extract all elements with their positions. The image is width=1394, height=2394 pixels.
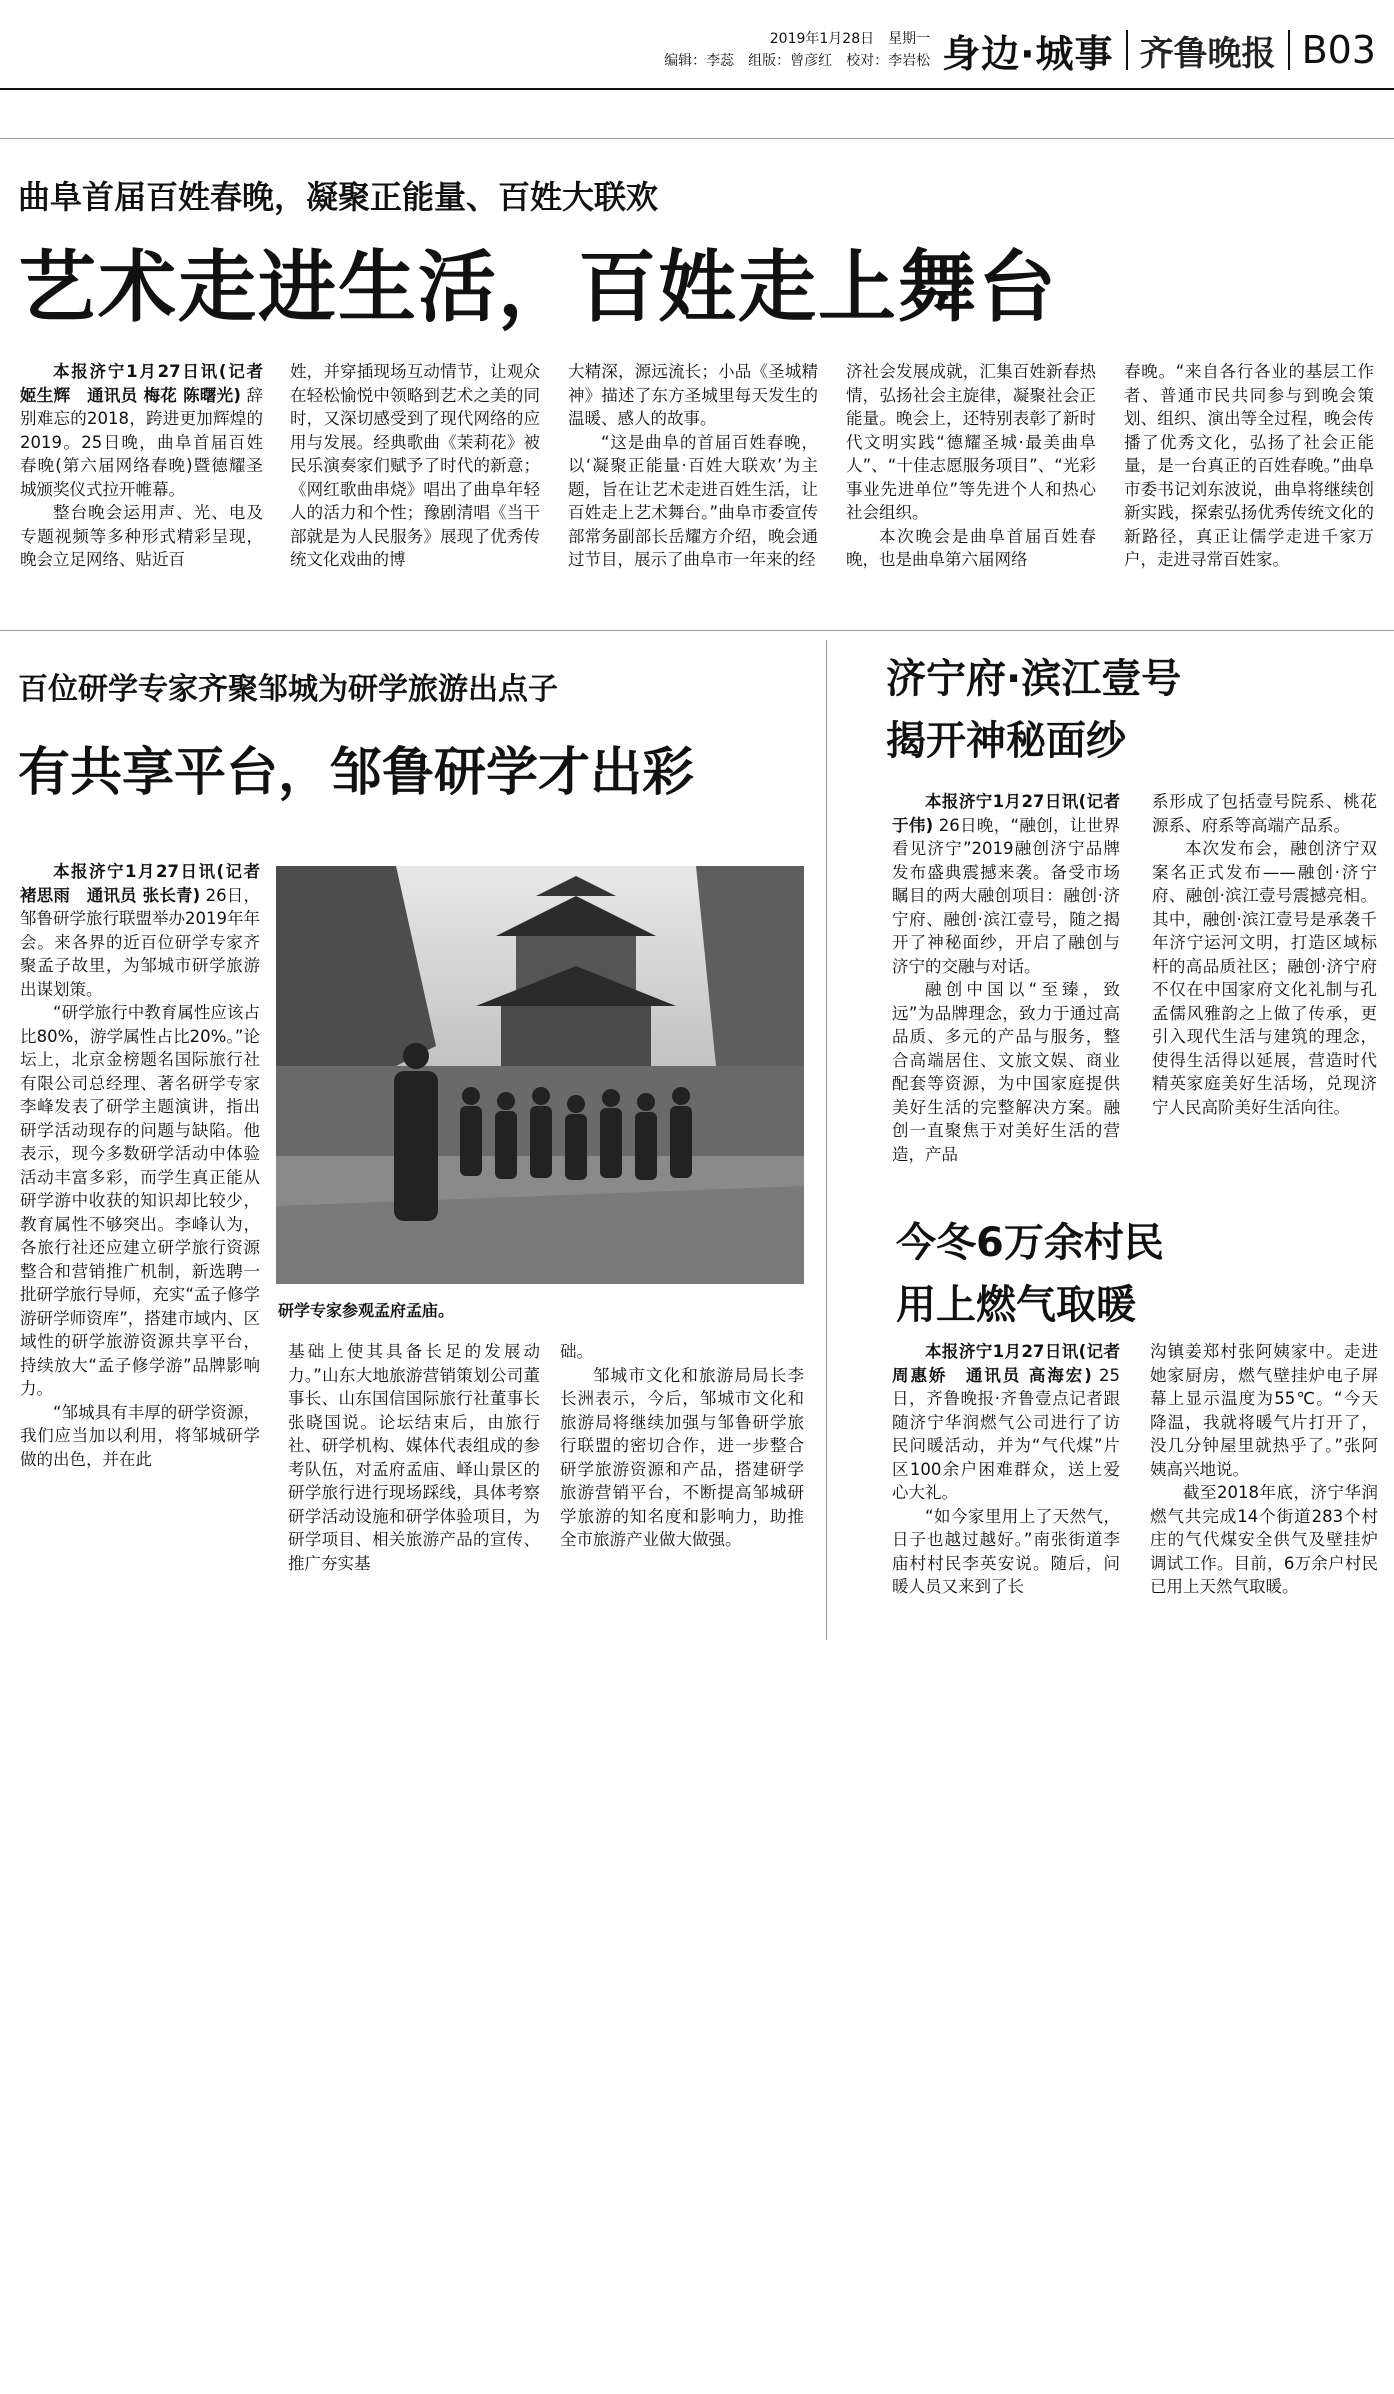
story3-col2 (1152, 790, 1377, 1119)
story3-col2-p1: 系形成了包括壹号院系、桃花源系、府系等高端产品系。 (1152, 792, 1377, 835)
story1-col4-p2: 本次晚会是曲阜首届百姓春晚，也是曲阜第六届网络 (846, 526, 1096, 569)
story1-col5 (1124, 360, 1374, 572)
story2-kicker: 百位研学专家齐聚邹城为研学旅游出点子 (18, 672, 558, 707)
story4-headline-line2: 用上燃气取暖 (896, 1282, 1136, 1328)
photo-illustration (276, 866, 804, 1284)
story3-headline-line2: 揭开神秘面纱 (886, 718, 1126, 764)
story1-col1-p2: 整台晚会运用声、光、电及专题视频等多种形式精彩呈现，晚会立足网络、贴近百 (20, 503, 263, 569)
story2-byline: 本报济宁1月27日讯(记者 褚思雨 通讯员 张长青) (20, 862, 260, 905)
story1-col1-text: 辞别难忘的2018，跨进更加辉煌的2019。25日晚，曲阜首届百姓春晚(第六届网络春晚)暨德耀圣城颁奖仪式拉开帷幕。 (20, 385, 263, 499)
story2-col3-p1: 础。 (560, 1342, 593, 1361)
story4-col2-p1: 沟镇姜郑村张阿姨家中。走进她家厨房，燃气壁挂炉电子屏幕上显示温度为55℃。“今天降温，我就将暖气片打开了，没几分钟屋里就热乎了。”张阿姨高兴地说。 (1150, 1342, 1378, 1479)
story1-col2-text: 姓，并穿插现场互动情节，让观众在轻松愉悦中领略到艺术之美的同时，又深切感受到了现代网络的应用与发展。经典歌曲《茉莉花》被民乐演奏家们赋予了时代的新意；《网红歌曲串烧》唱出了曲阜年轻人的活力和个性；豫剧清唱《当干部就是为人民服务》展现了优秀传统文化戏曲的博 (290, 362, 540, 569)
story1-col4-p1: 济社会发展成就，汇集百姓新春热情，弘扬社会主旋律，凝聚社会正能量。晚会上，还特别表彰了新时代文明实践“德耀圣城·最美曲阜人”、“十佳志愿服务项目”、“光彩事业先进单位”等先进个人和热心社会组织。 (846, 362, 1096, 522)
page-number: B03 (1301, 28, 1376, 72)
story3-headline-line1: 济宁府·滨江壹号 (886, 656, 1182, 702)
story3-col1 (892, 790, 1120, 1166)
story4-byline: 本报济宁1月27日讯(记者 周惠娇 通讯员 高海宏) (892, 1342, 1120, 1385)
story1-col3 (568, 360, 818, 572)
story2-col1 (20, 860, 260, 1471)
editors-line: 编辑：李蕊 组版：曾彦红 校对：李岩松 (664, 53, 931, 69)
story1-byline: 本报济宁1月27日讯(记者 姬生辉 通讯员 梅花 陈曙光) (20, 362, 263, 405)
story1-col1 (20, 360, 263, 572)
masthead-meta (664, 28, 930, 72)
story4-col2-p2: 截至2018年底，济宁华润燃气共完成14个街道283个村庄的气代煤安全供气及壁挂炉调试工作。目前，6万余户村民已用上天然气取暖。 (1150, 1483, 1378, 1596)
story4-headline-line1: 今冬6万余村民 (896, 1220, 1164, 1266)
story4-col1-text: 25日，齐鲁晚报·齐鲁壹点记者跟随济宁华润燃气公司进行了访民问暖活动，并为“气代煤”片区100余户困难群众，送上爱心大礼。 (892, 1365, 1120, 1502)
story2-headline: 有共享平台，邹鲁研学才出彩 (18, 743, 695, 803)
story1-col3-p1: 大精深，源远流长；小品《圣城精神》描述了东方圣城里每天发生的温暖、感人的故事。 (568, 362, 818, 428)
story2-col3 (560, 1340, 804, 1552)
story1-headline: 艺术走进生活，百姓走上舞台 (18, 243, 1059, 333)
section-name: 身边·城事 (942, 31, 1114, 76)
story3-headline (886, 648, 1181, 772)
section-rule (0, 630, 1394, 631)
masthead-divider (1126, 30, 1128, 70)
story4-headline (896, 1212, 1164, 1336)
story4-col1-p2: “如今家里用上了天然气，日子也越过越好。”南张街道李庙村村民李英安说。随后，问暖人员又来到了长 (892, 1506, 1120, 1596)
story3-col1-text: 26日晚，“融创，让世界看见济宁”2019融创济宁品牌发布盛典震撼来袭。备受市场瞩目的两大融创项目：融创·济宁府、融创·滨江壹号，随之揭开了神秘面纱，开启了融创与济宁的交融与对话。 (892, 815, 1121, 976)
story1-col3-p2: “这是曲阜的首届百姓春晚，以‘凝聚正能量·百姓大联欢’为主题，旨在让艺术走进百姓生活，让百姓走上艺术舞台。”曲阜市委宣传部常务副部长岳耀方介绍，晚会通过节目，展示了曲阜市一年来的经 (568, 432, 818, 569)
story3-col1-p2: 融创中国以“至臻，致远”为品牌理念，致力于通过高品质、多元的产品与服务，整合高端居住、文旅文娱、商业配套等资源，为中国家庭提供美好生活的完整解决方案。融创一直聚焦于对美好生活的营造，产品 (892, 980, 1120, 1164)
story2-col3-p2: 邹城市文化和旅游局局长李长洲表示，今后，邹城市文化和旅游局将继续加强与邹鲁研学旅行联盟的密切合作，进一步整合研学旅游资源和产品，搭建研学旅游营销平台，不断提高邹城研学旅游的知名度和影响力，助推全市旅游产业做大做强。 (560, 1365, 804, 1549)
story2-col2 (288, 1340, 540, 1575)
story3-byline: 本报济宁1月27日讯(记者 于伟) (892, 792, 1120, 835)
masthead-divider (1288, 30, 1290, 70)
masthead (664, 20, 1376, 80)
photo-caption: 研学专家参观孟府孟庙。 (278, 1301, 455, 1320)
masthead-rule (0, 88, 1394, 90)
newspaper-logo: 齐鲁晚报 (1139, 33, 1276, 74)
story2-col2-text: 基础上使其具备长足的发展动力。”山东大地旅游营销策划公司董事长、山东国信国际旅行社董事长张晓国说。论坛结束后，由旅行社、研学机构、媒体代表组成的参考队伍，对孟府孟庙、峄山景区的研学旅行进行现场踩线，具体考察研学活动设施和研学体验项目，为研学项目、相关旅游产品的宣传、推广夯实基 (288, 1342, 540, 1573)
date-line: 2019年1月28日 星期一 (769, 31, 931, 47)
study-tour-photo (276, 866, 804, 1284)
story3-col2-p2: 本次发布会，融创济宁双案名正式发布——融创·济宁府、融创·滨江壹号震撼亮相。其中，融创·滨江壹号是承袭千年济宁运河文明，打造区域标杆的高品质社区；融创·济宁府不仅在中国家府文化礼制与孔孟儒风雅韵之上做了传承，更引入现代生活与建筑的理念，使得生活得以延展，营造时代精英家庭美好生活场，兑现济宁人民高阶美好生活向往。 (1152, 839, 1377, 1117)
story1-col5-text: 春晚。“来自各行各业的基层工作者、普通市民共同参与到晚会策划、组织、演出等全过程，晚会传播了优秀文化，弘扬了社会正能量，是一台真正的百姓春晚。”曲阜市委书记刘东波说，曲阜将继续创新实践，探索弘扬优秀传统文化的新路径，真正让儒学走进千家万户，走进寻常百姓家。 (1124, 362, 1374, 569)
story1-col4 (846, 360, 1096, 572)
story2-col1-p3: “邹城具有丰厚的研学资源，我们应当加以利用，将邹城研学做的出色，并在此 (20, 1402, 260, 1469)
story4-col2 (1150, 1340, 1378, 1599)
story4-col1 (892, 1340, 1120, 1599)
story2-col1-text: 26日，邹鲁研学旅行联盟举办2019年年会。来各界的近百位研学专家齐聚孟子故里，为邹城市研学旅游出谋划策。 (20, 885, 260, 999)
story1-kicker: 曲阜首届百姓春晚，凝聚正能量、百姓大联欢 (18, 178, 659, 216)
top-rule (0, 138, 1394, 139)
story1-col2 (290, 360, 540, 572)
column-divider (826, 640, 827, 1640)
story2-col1-p2: “研学旅行中教育属性应该占比80%，游学属性占比20%。”论坛上，北京金榜题名国际旅行社有限公司总经理、著名研学专家李峰发表了研学主题演讲，指出研学活动现存的问题与缺陷。他表示，现今多数研学活动中体验活动丰富多彩，而学生真正能从研学游中收获的知识却比较少，教育属性不够突出。李峰认为，各旅行社还应建立研学旅行资源整合和营销推广机制，新选聘一批研学旅行导师，充实“孟子修学游研学师资库”，搭建市域内、区域性的研学旅游资源共享平台，持续放大“孟子修学游”品牌影响力。 (20, 1003, 260, 1398)
